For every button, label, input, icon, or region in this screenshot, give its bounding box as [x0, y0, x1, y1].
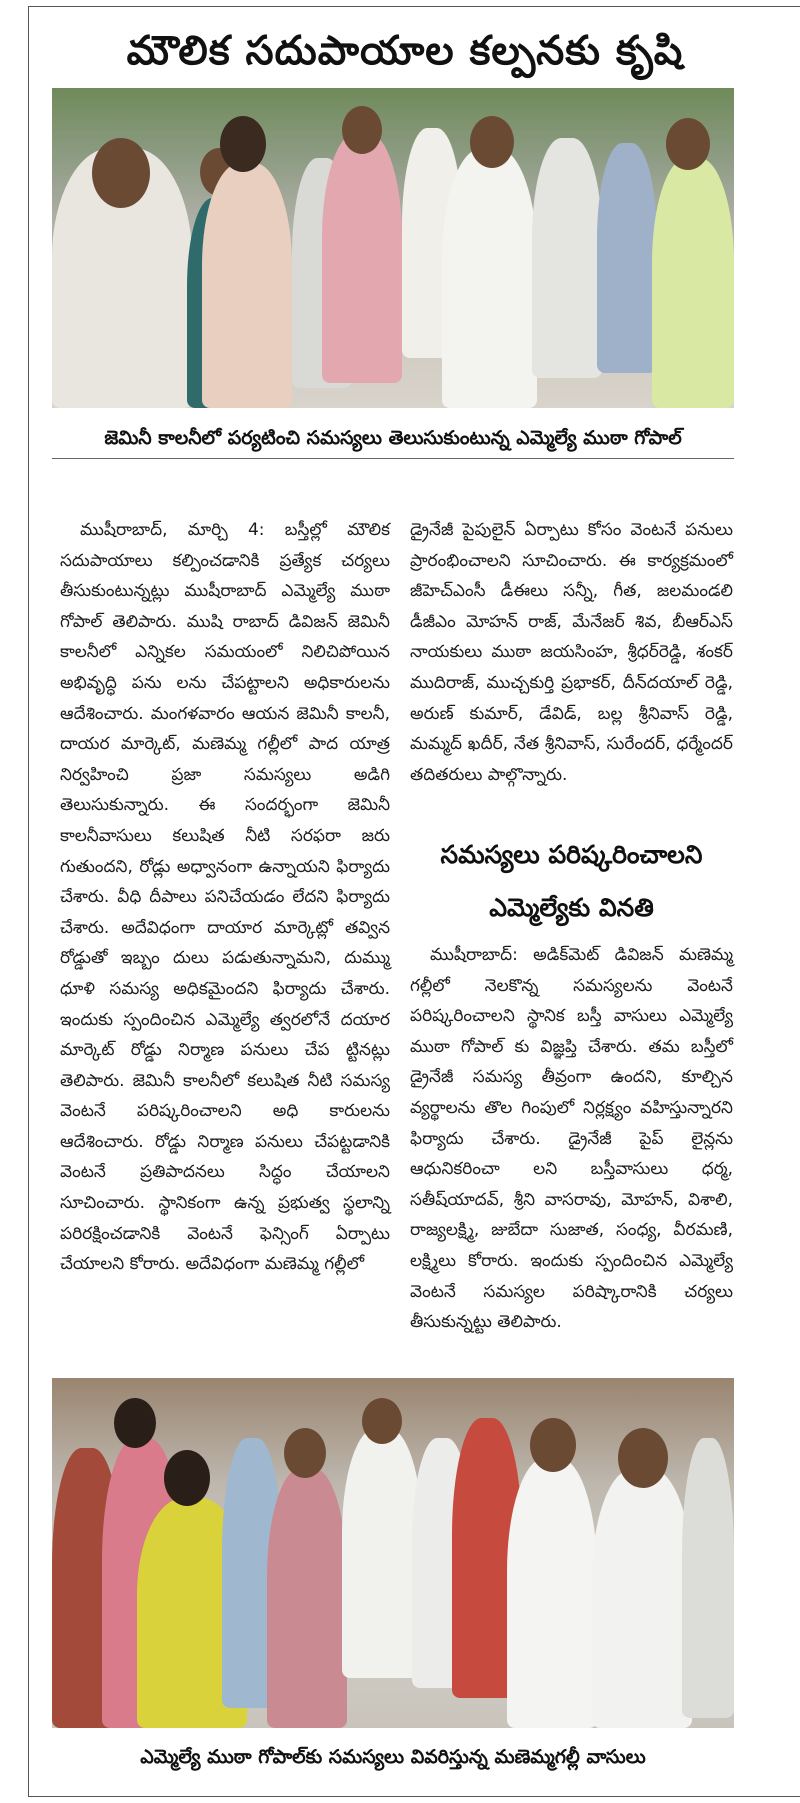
manemma-galli-residents-photo [52, 1378, 734, 1728]
sub-headline-line-2: ఎమ్మెల్యేకు వినతి [489, 893, 654, 922]
article-right-bottom-text: ముషీరాబాద్: అడిక్‌మెట్ డివిజన్ మణెమ్మ గల్లీలో నెలకొన్న సమస్యలను వెంటనే పరిష్కరించాలని స్థానిక బస్తీ వాసులు ఎమ్మెల్యే ముఠా గోపాల్ కు విజ్ఞప్తి చేశారు. తమ బస్తీలో డ్రైనేజీ సమస్య తీవ్రంగా ఉందని, కూల్చిన వ్యర్థాలను తొల గింపులో నిర్లక్ష్యం వహిస్తున్నారని ఫిర్యాదు చేశారు. డ్రైనేజీ పైప్ లైన్లను ఆధునికరించా లని బస్తీవాసులు ధర్మ, సతీష్‌యాదవ్, శ్రీని వాసరావు, మోహన్, విశాలి, రాజ్యలక్ష్మి, జుబేదా సుజాత, సంధ్య, వీరమణి, లక్ష్మిలు కోరారు. ఇందుకు స్పందించిన ఎమ్మెల్యే వెంటనే సమస్యల పరిష్కారానికి చర్యలు తీసుకున్నట్టు తెలిపారు. [410, 945, 733, 1333]
article-column-right [410, 515, 733, 790]
sub-headline-line-1: సమస్యలు పరిష్కరించాలని [440, 840, 703, 869]
bottom-photo-caption: ఎమ్మెల్యే ముఠా గోపాల్‌కు సమస్యలు వివరిస్తున్న మణెమ్మగల్లీ వాసులు [140, 1746, 646, 1768]
left-border-rule [28, 6, 29, 1796]
article-column-right-second [410, 940, 733, 1338]
article-headline: మౌలిక సదుపాయాల కల్పనకు కృషి [126, 28, 684, 74]
article-left-text: ముషీరాబాద్, మార్చి 4: బస్తీల్లో మౌలిక సదుపాయాలు కల్పించడానికి ప్రత్యేక చర్యలు తీసుకుంటున్నట్లు ముషీరాబాద్ ఎమ్మెల్యే ముఠా గోపాల్ తెలిపారు. ముషి రాబాద్ డివిజన్ జెమినీ కాలనీలో ఎన్నికల సమయంలో నిలిచిపోయిన అభివృద్ధి పను లను చేపట్టాలని అధికారులను ఆదేశించారు. మంగళవారం ఆయన జెమినీ కాలనీ, దాయర మార్కెట్, మణెమ్మ గల్లీలో పాద యాత్ర నిర్వహించి ప్రజా సమస్యలు అడిగి తెలుసుకున్నారు. ఈ సందర్భంగా జెమినీ కాలనీవాసులు కలుషిత నీటి సరఫరా జరు గుతుందని, రోడ్లు అధ్వానంగా ఉన్నాయని ఫిర్యాదు చేశారు. వీధి దీపాలు పనిచేయడం లేదని ఫిర్యాదు చేశారు. అదేవిధంగా దాయార మార్కెట్లో తవ్విన రోడ్డుతో ఇబ్బం దులు పడుతున్నామని, దుమ్ము ధూళి సమస్య అధికమైందని ఫిర్యాదు చేశారు. ఇందుకు స్పందించిన ఎమ్మెల్యే త్వరలోనే దయార మార్కెట్ రోడ్డు నిర్మాణ పనులు చేప ట్టినట్లు తెలిపారు. జెమినీ కాలనీలో కలుషిత నీటి సమస్య వెంటనే పరిష్కరించాలని అధి కారులను ఆదేశించారు. రోడ్డు నిర్మాణ పనులు చేపట్టడానికి వెంటనే ప్రతిపాదనలు సిద్ధం చేయాలని సూచించారు. స్థానికంగా ఉన్న ప్రభుత్వ స్థలాన్ని పరిరక్షించడానికి వెంటనే ఫెన్సింగ్ ఏర్పాటు చేయాలని కోరారు. అదేవిధంగా మణెమ్మ గల్లీలో [60, 520, 390, 1275]
top-border-rule [28, 6, 800, 7]
article-column-left [60, 515, 390, 1280]
jemini-colony-visit-photo [52, 88, 734, 408]
bottom-border-rule [28, 1796, 800, 1797]
caption-divider [52, 458, 734, 459]
top-photo-caption: జెమినీ కాలనీలో పర్యటించి సమస్యలు తెలుసుకుంటున్న ఎమ్మెల్యే ముఠా గోపాల్ [104, 427, 682, 449]
article-right-top-text: డ్రైనేజీ పైపులైన్ ఏర్పాటు కోసం వెంటనే పనులు ప్రారంభించాలని సూచించారు. ఈ కార్యక్రమంలో జీహెచ్ఎంసీ డీఈలు సన్నీ, గీత, జలమండలి డీజీఎం మోహన్ రాజ్, మేనేజర్ శివ, బీఆర్ఎస్ నాయకులు ముఠా జయసింహ, శ్రీధర్‌రెడ్డి, శంకర్ ముదిరాజ్, ముచ్చకుర్తి ప్రభాకర్, దీన్‌దయాల్ రెడ్డి, అరుణ్ కుమార్, డేవిడ్, బల్ల శ్రీనివాస్ రెడ్డి, మమ్మద్ ఖదీర్, నేత శ్రీనివాస్, సురేందర్, ధర్మేందర్ తదితరులు పాల్గొన్నారు. [410, 520, 733, 785]
